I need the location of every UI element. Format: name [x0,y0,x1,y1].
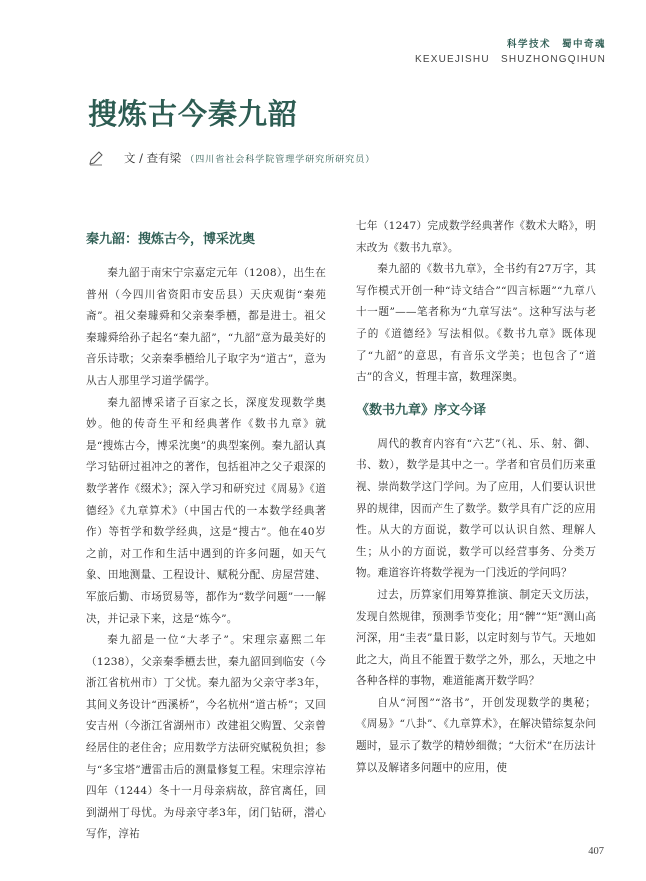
pen-icon [88,150,104,166]
left-column [86,224,326,846]
page-number: 407 [588,846,604,857]
section-heading-2: 《数书九章》序文今译 [356,402,487,418]
section-header-cn: 科学技术 蜀中奇魂 [506,39,606,50]
author-name: 文 / 查有梁 [124,151,182,165]
author-affiliation: （四川省社会科学院管理学研究所研究员） [185,154,376,165]
paragraph: 七年（1247）完成数学经典著作《数术大略》，明末改为《数书九章》。 [356,220,596,254]
section-header-en: KEXUEJISHU SHUZHONGQIHUN [414,54,606,65]
byline [88,150,375,166]
article-title: 搜炼古今秦九韶 [88,97,299,131]
paragraph: 自从“河图”“洛书”，开创发现数学的奥秘；《周易》“八卦”、《九章算术》，在解决错综复杂问题时，显示了数学的精妙细微；“大衍术”在历法计算以及解诸多问题中的应用，使 [356,696,596,774]
paragraph: 周代的教育内容有“六艺”（礼、乐、射、御、书、数），数学是其中之一。学者和官员们历来重视、崇尚数学这门学问。为了应用，人们要认识世界的规律，因而产生了数学。数学具有广泛的应用性。从大的方面说，数学可以认识自然、理解人生；从小的方面说，数学可以经营事务、分类万物。难道容许将数学视为一门浅近的学问吗？ [356,437,596,580]
paragraph: 秦九韶博采诸子百家之长，深度发现数学奥妙。他的传奇生平和经典著作《数书九章》就是“搜炼古今，博采沈奥”的典型案例。秦九韶认真学习钻研过祖冲之的著作，包括祖冲之父子艰深的数学著作《缀术》；深入学习和研究过《周易》《道德经》《九章算术》（中国古代的一本数学经典著作）等哲学和数学经典，这是“搜古”。他在40岁之前，对工作和生活中遇到的许多问题，如天气象、田地测量、工程设计、赋税分配、房屋营建、军旅后勤、市场贸易等，都作为“数学问题”一一解决，并记录下来，这是“炼今”。 [86,396,326,625]
paragraph: 秦九韶于南宋宁宗嘉定元年（1208），出生在普州（今四川省资阳市安岳县）天庆观街“秦苑斋”。祖父秦璩舜和父亲秦季槱，都是进士。祖父秦璩舜给孙子起名“秦九韶”，“九韶”意为最美好的音乐诗歌；父亲秦季槱给儿子取字为“道古”，意为从古人那里学习道学儒学。 [86,267,326,387]
paragraph: 过去，历算家们用筹算推演、制定天文历法，发现自然规律，预测季节变化；用“髀”“矩”测山高河深，用“圭表”量日影，以定时刻与节气。天地如此之大，尚且不能置于数学之外，那么，天地之中各种各样的事物，难道能离开数学吗？ [356,588,596,688]
paragraph: 秦九韶是一位“大孝子”。宋理宗嘉熙二年（1238），父亲秦季槱去世，秦九韶回到临安（今浙江省杭州市）丁父忧。秦九韶为父亲守孝3年，其间义务设计“西溪桥”，今名杭州“道古桥”；又回安吉州（今浙江省湖州市）改建祖父购置、父亲曾经居住的老住舍；应用数学方法研究赋税负担；参与“多宝塔”遭雷击后的测量修复工程。宋理宗淳祐四年（1244）冬十一月母亲病故，辞官离任，回到湖州丁母忧。为母亲守孝3年，闭门钻研，潜心写作，淳祐 [86,634,326,841]
right-column [356,216,596,779]
section-heading-1: 秦九韶：搜炼古今，博采沈奥 [86,232,256,247]
paragraph: 秦九韶的《数书九章》，全书约有27万字，其写作模式开创一种“诗文结合”“四言标题”“九章八十一题”——笔者称为“九章写法”。这种写法与老子的《道德经》写法相似。《数书九章》既体现了“九韶”的意思，有音乐文学美；也包含了“道古”的含义，哲理丰富，数理深奥。 [356,263,596,384]
